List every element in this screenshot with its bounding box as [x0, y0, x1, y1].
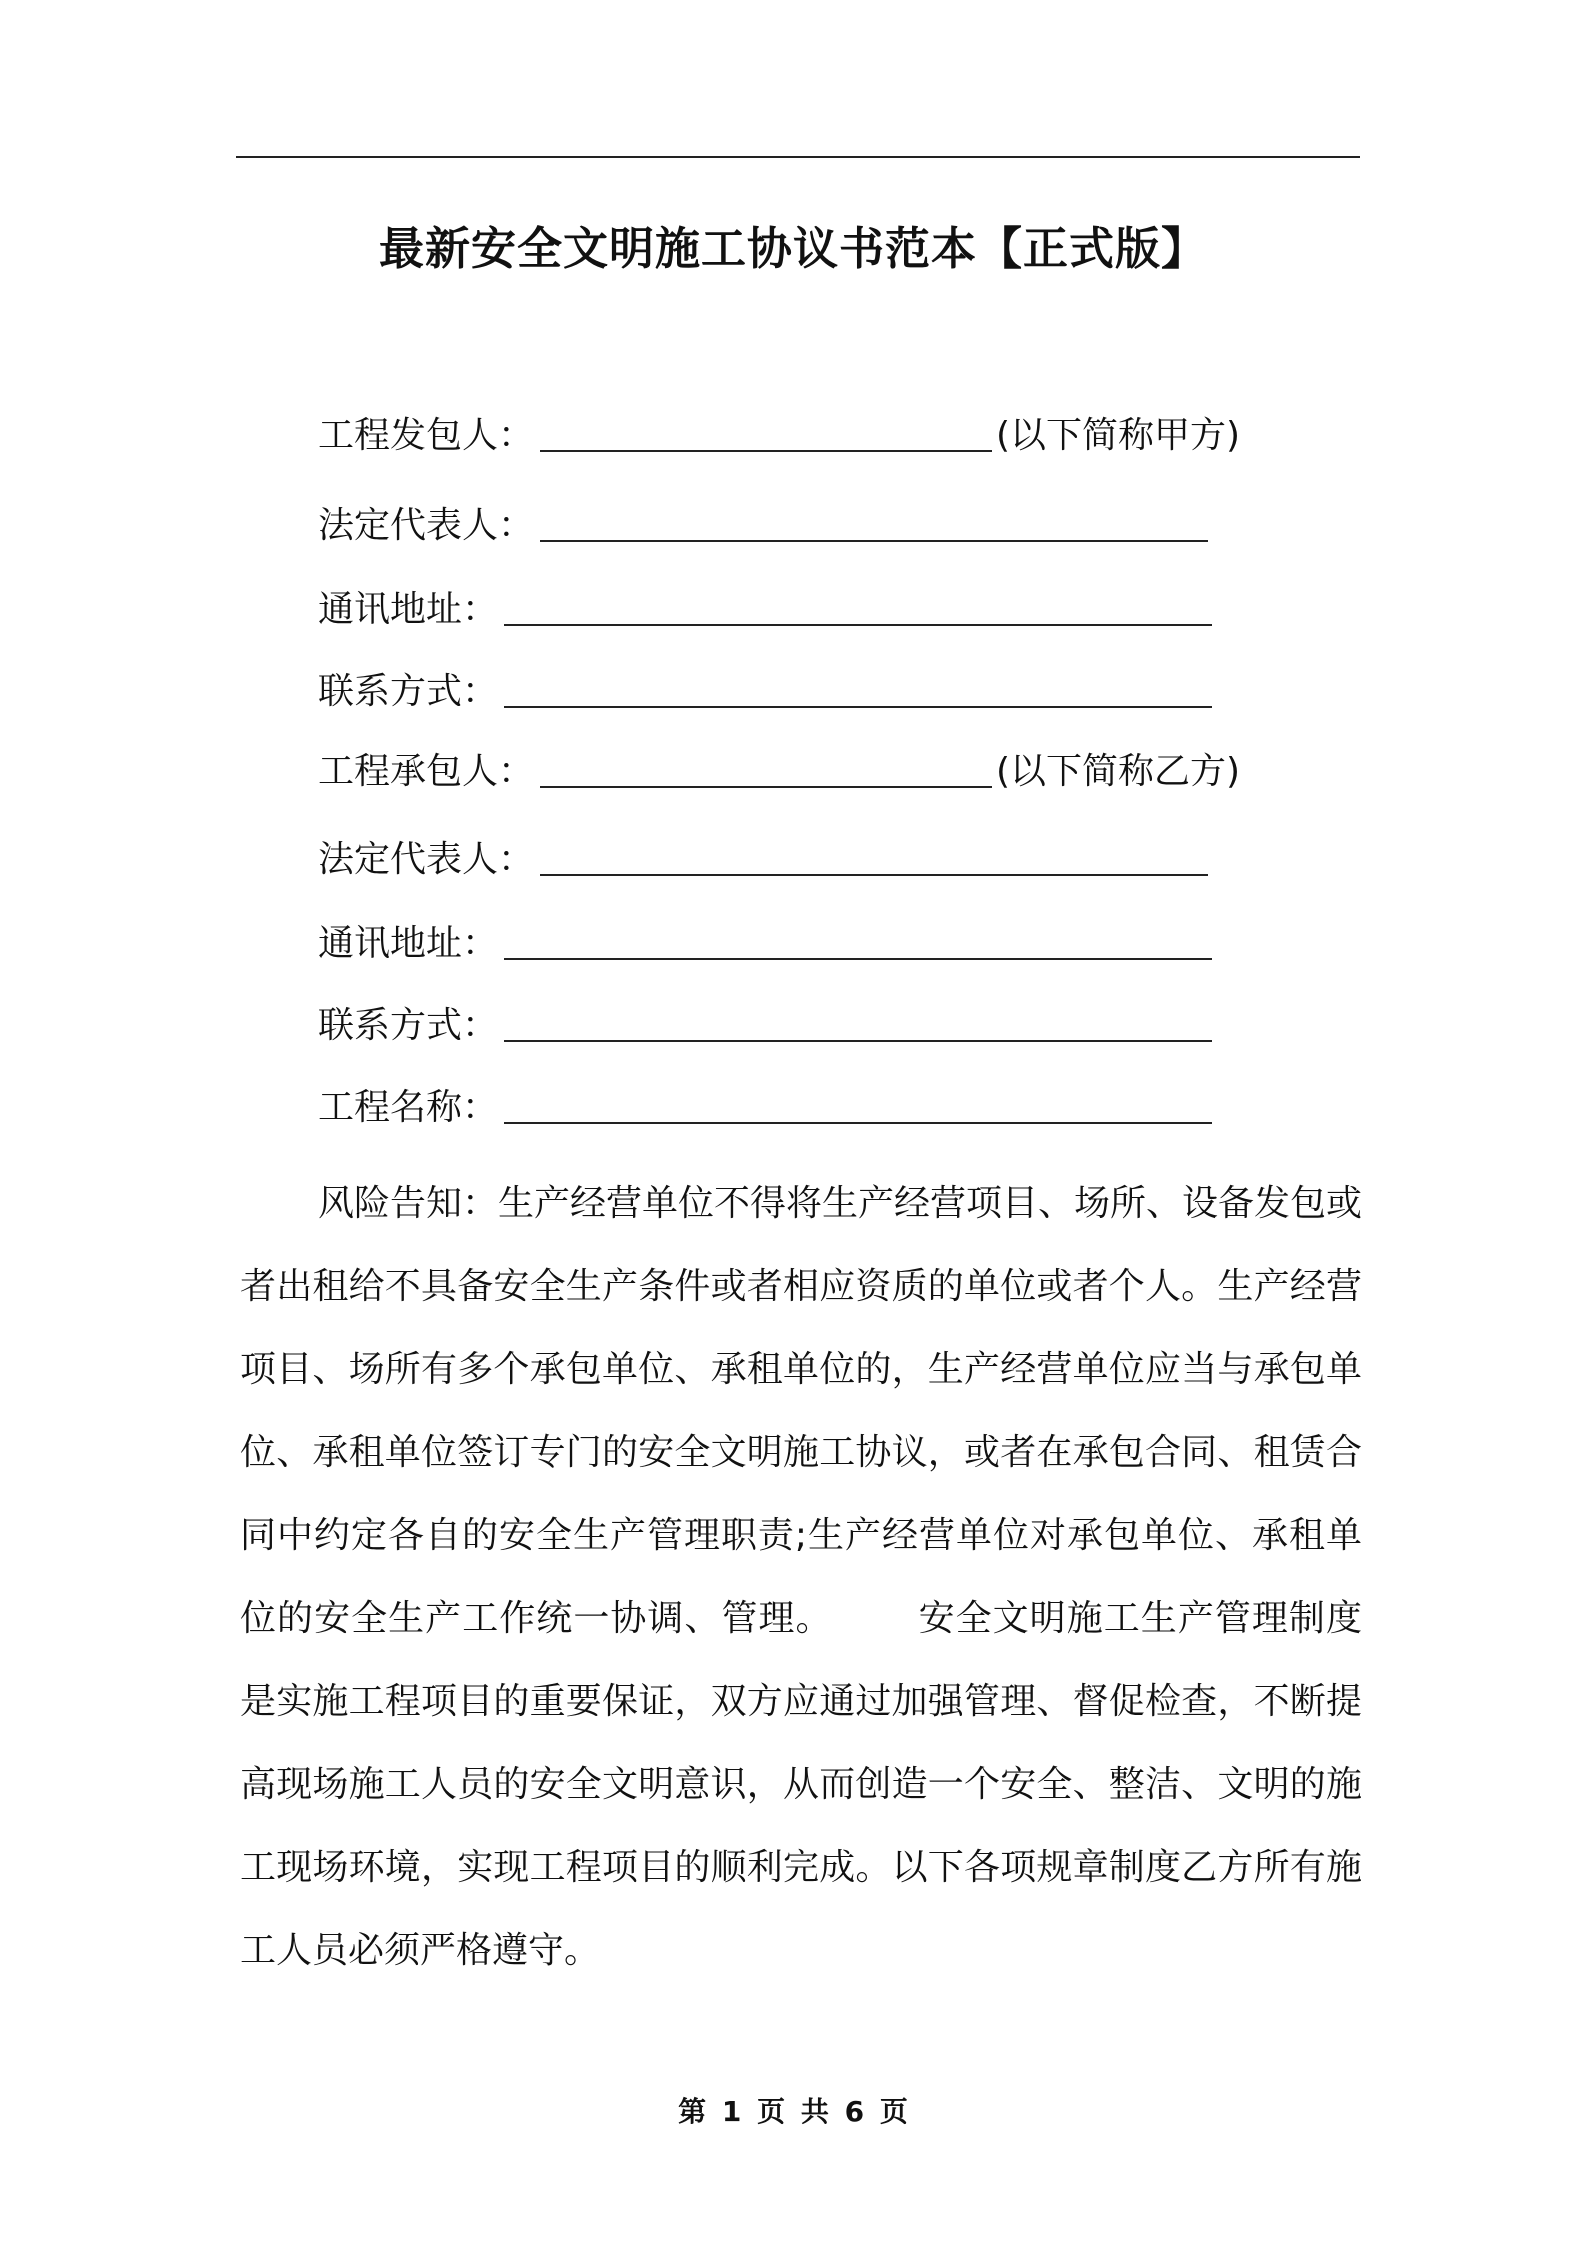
field-legal-representative-a [318, 496, 1212, 556]
paragraph-risk-notice: 风险告知：生产经营单位不得将生产经营项目、场所、设备发包或者出租给不具备安全生产条件或者相应资质的单位或者个人。生产经营项目、场所有多个承包单位、承租单位的，生产经营单位应当与承包单位、承租单位签订专门的安全文明施工协议，或者在承包合同、租赁合同中约定各自的安全生产管理职责;生产经营单位对承包单位、承租单位的安全生产工作统一协调、管理。 [240, 1183, 1363, 1639]
fill-in-blank[interactable] [540, 830, 1208, 876]
header-rule [236, 156, 1360, 158]
page-indicator: 第 1 页 共 6 页 [678, 2095, 908, 2128]
field-label: 工程名称： [318, 1087, 499, 1128]
paragraph-safety-management: 安全文明施工生产管理制度是实施工程项目的重要保证，双方应通过加强管理、督促检查，不断提高现场施工人员的安全文明意识，从而创造一个安全、整洁、文明的施工现场环境，实现工程项目的顺利完成。以下各项规章制度乙方所有施工人员必须严格遵守。 [240, 1598, 1362, 1971]
field-label: 工程承包人： [318, 751, 535, 792]
document-body [240, 1162, 1362, 1992]
field-note: (以下简称甲方) [996, 415, 1241, 456]
fill-in-blank[interactable] [504, 914, 1212, 960]
field-legal-representative-b [318, 830, 1212, 890]
field-contact-b [318, 996, 1216, 1056]
field-label: 联系方式： [318, 671, 499, 712]
fill-in-blank[interactable] [540, 742, 992, 788]
field-project-name [318, 1078, 1216, 1138]
document-title: 最新安全文明施工协议书范本【正式版】 [378, 222, 1207, 275]
field-contractor-receiver [318, 742, 1240, 802]
field-contractor-issuer [318, 406, 1240, 466]
fill-in-blank[interactable] [504, 996, 1212, 1042]
fill-in-blank[interactable] [540, 406, 992, 452]
field-label: 通讯地址： [318, 923, 499, 964]
field-address-b [318, 914, 1216, 974]
field-contact-a [318, 662, 1216, 722]
field-label: 通讯地址： [318, 589, 499, 630]
field-label: 工程发包人： [318, 415, 535, 456]
field-address-a [318, 580, 1216, 640]
field-label: 联系方式： [318, 1005, 499, 1046]
fill-in-blank[interactable] [504, 662, 1212, 708]
field-note: (以下简称乙方) [996, 751, 1241, 792]
field-label: 法定代表人： [318, 839, 535, 880]
fill-in-blank[interactable] [540, 496, 1208, 542]
field-label: 法定代表人： [318, 505, 535, 546]
fill-in-blank[interactable] [504, 1078, 1212, 1124]
fill-in-blank[interactable] [504, 580, 1212, 626]
